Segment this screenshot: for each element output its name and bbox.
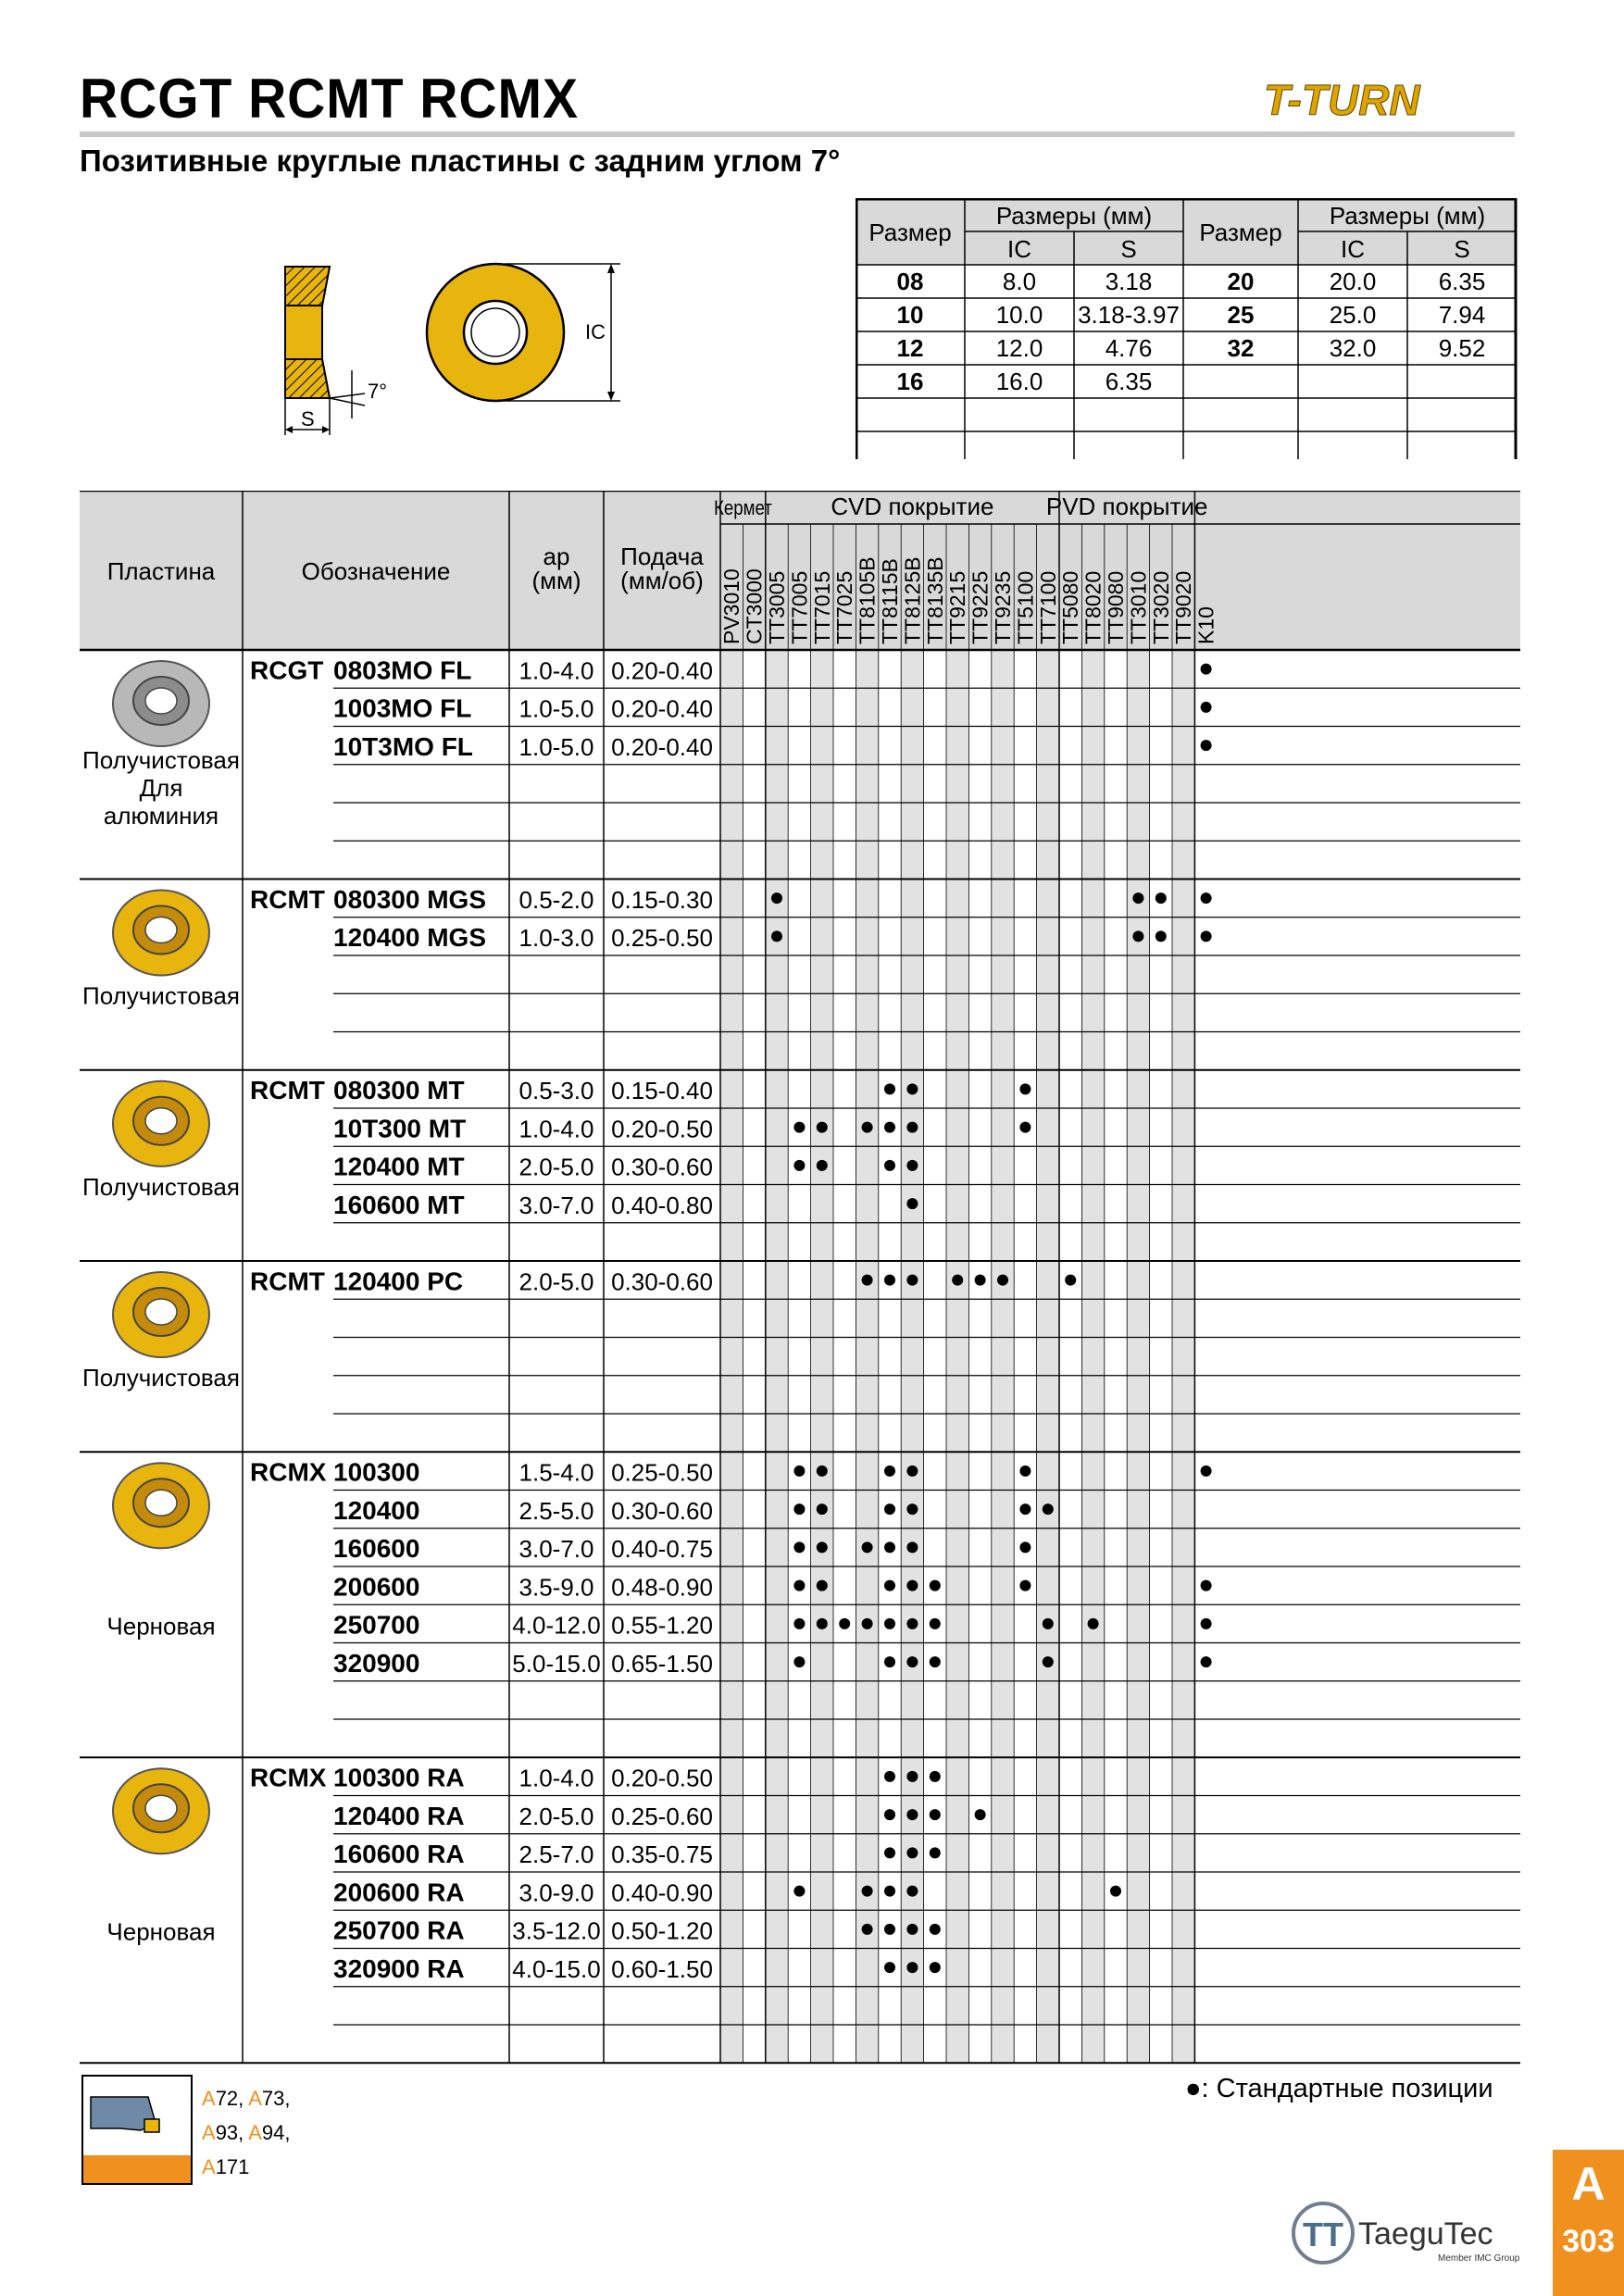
designation-code: 200600 RA: [333, 1878, 465, 1907]
ap-value: 3.5-12.0: [512, 1916, 601, 1945]
insert-photo: [113, 891, 209, 976]
designation-code: 160600: [333, 1534, 420, 1563]
availability-dot: [884, 1541, 895, 1553]
col-header-feed: Подача: [620, 543, 704, 570]
feed-value: 0.40-0.80: [611, 1191, 713, 1219]
availability-dot: [793, 1122, 805, 1133]
ap-value: 0.5-2.0: [518, 885, 594, 914]
availability-dot: [930, 1809, 941, 1820]
availability-dot: [817, 1160, 828, 1171]
grade-header: TT9020: [1171, 570, 1196, 644]
grade-header: TT3020: [1148, 570, 1173, 644]
designation-code: 120400 RA: [333, 1801, 465, 1830]
feed-value: 0.25-0.50: [611, 924, 713, 952]
insert-drawing: [269, 250, 648, 454]
page-title: RCGT RCMT RCMX: [80, 68, 579, 130]
availability-dot: [930, 1771, 941, 1782]
availability-dot: [1110, 1886, 1121, 1897]
size-value: 4.76: [1105, 334, 1153, 362]
size-code: 25: [1227, 301, 1255, 329]
availability-dot: [975, 1809, 986, 1820]
designation-code: 100300: [333, 1457, 420, 1487]
availability-dot: [1201, 1656, 1212, 1667]
feed-value: 0.35-0.75: [611, 1841, 713, 1868]
feed-value: 0.40-0.90: [611, 1878, 713, 1907]
availability-dot: [1088, 1618, 1099, 1629]
availability-dot: [793, 1466, 805, 1477]
col-header-ap: ap: [543, 543, 570, 570]
size-code: 08: [896, 268, 924, 295]
size-value: 7.94: [1438, 301, 1486, 329]
availability-dot: [997, 1275, 1008, 1286]
legend-text: : Стандартные позиции: [1201, 2074, 1493, 2103]
availability-dot: [1019, 1083, 1031, 1094]
designation-prefix: RCMT: [250, 884, 325, 914]
designation-code: 10T3MO FL: [333, 731, 473, 761]
designation-code: 120400 MT: [333, 1152, 465, 1181]
designation-code: 080300 MT: [333, 1076, 465, 1104]
availability-dot: [884, 1466, 895, 1477]
grade-header: TT8115B: [878, 558, 902, 644]
grade-header: TT9235: [991, 570, 1015, 644]
dims-header: Размеры (мм): [1329, 202, 1486, 230]
availability-dot: [1043, 1504, 1054, 1515]
availability-dot: [930, 1580, 941, 1591]
designation-code: 120400: [333, 1495, 420, 1525]
availability-dot: [793, 1656, 805, 1667]
feed-value: 0.20-0.40: [611, 656, 713, 685]
grade-header: TT3005: [765, 570, 789, 644]
availability-dot: [906, 1771, 918, 1782]
availability-dot: [793, 1160, 805, 1171]
designation-code: 10T300 MT: [333, 1114, 467, 1143]
availability-dot: [771, 930, 782, 942]
feed-value: 0.50-1.20: [611, 1916, 713, 1945]
availability-dot: [884, 1809, 895, 1820]
size-value: 9.52: [1438, 334, 1486, 362]
grade-stripe: [992, 650, 1014, 2063]
availability-dot: [1201, 892, 1212, 904]
availability-dot: [1132, 892, 1143, 904]
feed-value: 0.25-0.50: [611, 1458, 713, 1487]
availability-dot: [862, 1541, 873, 1553]
feed-value: 0.60-1.50: [611, 1954, 713, 1983]
ap-value: 4.0-15.0: [512, 1954, 601, 1983]
availability-dot: [793, 1504, 805, 1515]
dims-header: Размеры (мм): [995, 202, 1153, 230]
designation-code: 250700 RA: [333, 1915, 465, 1945]
grade-table: [80, 491, 1520, 2070]
size-value: 32.0: [1329, 334, 1377, 362]
availability-dot: [1019, 1122, 1031, 1133]
insert-photo: [113, 661, 209, 746]
availability-dot: [1019, 1466, 1031, 1477]
grade-header: TT8020: [1081, 570, 1106, 644]
designation-code: 120400 PC: [333, 1267, 464, 1296]
availability-dot: [906, 1541, 918, 1553]
col-header-ap: (мм): [531, 567, 581, 594]
brand-name: TaeguTec: [1358, 2216, 1493, 2252]
availability-dot: [862, 1275, 873, 1286]
availability-dot: [817, 1122, 828, 1133]
brand-tagline: Member IMC Group: [1438, 2253, 1520, 2264]
availability-dot: [884, 1771, 895, 1782]
toolholder-icon: [83, 2077, 191, 2183]
section-letter: A: [1571, 2158, 1605, 2210]
grade-header: TT8125B: [900, 556, 925, 644]
size-value: 20.0: [1329, 268, 1377, 295]
grade-header: TT7025: [832, 570, 857, 644]
grade-header: TT3010: [1126, 570, 1151, 644]
grade-header: PV3010: [719, 568, 744, 644]
availability-dot: [930, 1618, 941, 1629]
grade-stripe: [1172, 650, 1194, 2063]
size-code: 12: [896, 334, 924, 362]
col-header-designation: Обозначение: [301, 557, 451, 585]
grade-header: TT8135B: [922, 556, 947, 644]
availability-dot: [862, 1924, 873, 1935]
availability-dot: [793, 1886, 805, 1897]
s-header: S: [1120, 235, 1137, 263]
ap-value: 2.0-5.0: [518, 1802, 594, 1830]
availability-dot: [1065, 1275, 1076, 1286]
grade-stripe: [811, 650, 833, 2063]
grade-stripe: [946, 650, 968, 2063]
size-value: 10.0: [995, 301, 1043, 329]
application-label: Получистовая: [82, 1172, 240, 1201]
svg-text:TT: TT: [1303, 2215, 1343, 2253]
availability-dot: [1019, 1504, 1031, 1515]
designation-prefix: RCMX: [250, 1457, 327, 1487]
size-code: 32: [1227, 334, 1255, 362]
ap-value: 2.0-5.0: [518, 1153, 594, 1181]
group-header-cvd: CVD покрытие: [831, 493, 994, 520]
availability-dot: [1201, 1580, 1212, 1591]
feed-value: 0.40-0.75: [611, 1535, 713, 1563]
size-value: 3.18-3.97: [1078, 301, 1180, 329]
ap-value: 3.5-9.0: [518, 1573, 594, 1602]
feed-value: 0.15-0.40: [611, 1077, 713, 1104]
feed-value: 0.30-0.60: [611, 1267, 713, 1296]
s-header: S: [1454, 235, 1470, 263]
grade-header: TT5100: [1013, 570, 1038, 644]
feed-value: 0.15-0.30: [611, 885, 713, 914]
availability-dot: [793, 1618, 805, 1629]
feed-value: 0.30-0.60: [611, 1496, 713, 1525]
availability-dot: [771, 892, 782, 904]
application-label: Получистовая: [82, 981, 240, 1010]
grade-header: TT5080: [1058, 570, 1083, 644]
designation-prefix: RCGT: [250, 655, 324, 685]
grade-stripe: [766, 650, 788, 2063]
size-code: 16: [896, 368, 924, 395]
availability-dot: [884, 1160, 895, 1171]
availability-dot: [906, 1122, 918, 1133]
label-s: S: [301, 407, 315, 430]
page-ref-line: A171: [202, 2155, 250, 2178]
availability-dot: [862, 1122, 873, 1133]
label-ic: IC: [585, 320, 606, 343]
ap-value: 1.0-4.0: [518, 656, 594, 685]
availability-dot: [884, 1275, 895, 1286]
availability-dot: [884, 1618, 895, 1629]
availability-dot: [906, 1924, 918, 1935]
page-number: 303: [1562, 2224, 1615, 2259]
availability-dot: [884, 1924, 895, 1935]
availability-dot: [952, 1275, 963, 1286]
legend: [1185, 2074, 1493, 2104]
size-header: Размер: [868, 218, 952, 246]
availability-dot: [1201, 1466, 1212, 1477]
designation-code: 200600: [333, 1572, 420, 1602]
designation-code: 120400 MGS: [333, 923, 486, 952]
availability-dot: [1156, 930, 1167, 942]
availability-dot: [817, 1466, 828, 1477]
size-code: 20: [1227, 268, 1255, 295]
grade-header: TT9225: [968, 570, 993, 644]
grade-stripe: [720, 650, 743, 2063]
ap-value: 1.5-4.0: [518, 1458, 594, 1487]
availability-dot: [930, 1924, 941, 1935]
application-label: Получистовая: [82, 1364, 240, 1392]
page-references[interactable]: [202, 2081, 290, 2184]
designation-code: 160600 MT: [333, 1190, 465, 1219]
insert-photo: [113, 1463, 209, 1548]
designation-code: 320900: [333, 1648, 420, 1678]
availability-dot: [1019, 1541, 1031, 1553]
availability-dot: [906, 1198, 918, 1209]
application-label: алюминия: [103, 802, 219, 830]
insert-photo: [113, 1081, 209, 1167]
availability-dot: [930, 1847, 941, 1858]
insert-photo: [113, 1768, 209, 1853]
ap-value: 4.0-12.0: [512, 1611, 601, 1640]
ap-value: 1.0-4.0: [518, 1764, 594, 1792]
col-header-feed: (мм/об): [620, 567, 704, 594]
availability-dot: [1043, 1618, 1054, 1629]
availability-dot: [884, 1083, 895, 1094]
grade-header: TT8105B: [855, 556, 880, 644]
availability-dot: [884, 1580, 895, 1591]
availability-dot: [817, 1580, 828, 1591]
availability-dot: [1156, 892, 1167, 904]
designation-prefix: RCMT: [250, 1076, 325, 1104]
ap-value: 1.0-4.0: [518, 1115, 594, 1143]
feed-value: 0.65-1.50: [611, 1649, 713, 1678]
grade-header: TT9215: [945, 570, 970, 644]
group-header-pvd: PVD покрытие: [1045, 493, 1208, 520]
application-label: Черновая: [106, 1612, 216, 1641]
availability-dot: [906, 1656, 918, 1667]
availability-dot: [884, 1656, 895, 1667]
availability-dot: [906, 1886, 918, 1897]
page-subtitle: Позитивные круглые пластины с задним углом 7°: [80, 144, 841, 178]
title-rule: [80, 131, 1515, 137]
col-header-insert: Пластина: [106, 557, 216, 585]
ap-value: 2.5-7.0: [518, 1841, 594, 1868]
designation-code: 1003MO FL: [333, 693, 472, 723]
availability-dot: [1201, 740, 1212, 751]
ap-value: 5.0-15.0: [512, 1649, 601, 1678]
ap-value: 0.5-3.0: [518, 1077, 594, 1104]
availability-dot: [906, 1847, 918, 1858]
ap-value: 3.0-7.0: [518, 1191, 594, 1219]
availability-dot: [906, 1083, 918, 1094]
size-value: 6.35: [1438, 268, 1486, 295]
availability-dot: [906, 1618, 918, 1629]
availability-dot: [884, 1504, 895, 1515]
group-header-cermet: Кермет: [713, 497, 772, 520]
feed-value: 0.20-0.50: [611, 1764, 713, 1792]
feed-value: 0.20-0.50: [611, 1115, 713, 1143]
availability-dot: [1019, 1580, 1031, 1591]
grade-stripe: [1037, 650, 1059, 2063]
grade-stripe: [856, 650, 878, 2063]
grade-header: TT7005: [787, 570, 812, 644]
availability-dot: [884, 1962, 895, 1973]
feed-value: 0.20-0.40: [611, 694, 713, 723]
size-value: 3.18: [1105, 268, 1153, 295]
page-ref-line: A72, A73,: [202, 2087, 291, 2110]
ap-value: 2.5-5.0: [518, 1496, 594, 1525]
grade-header: CT3000: [742, 568, 767, 644]
feed-value: 0.30-0.60: [611, 1153, 713, 1181]
availability-dot: [817, 1618, 828, 1629]
size-value: 8.0: [1002, 268, 1037, 295]
designation-code: 160600 RA: [333, 1840, 465, 1868]
availability-dot: [906, 1504, 918, 1515]
availability-dot: [906, 1160, 918, 1171]
size-value: 12.0: [995, 334, 1043, 362]
insert-photo: [113, 1272, 209, 1357]
designation-code: 100300 RA: [333, 1763, 465, 1792]
insert-side-view: [285, 267, 365, 435]
application-label: Черновая: [106, 1917, 216, 1946]
page-ref-line: A93, A94,: [202, 2121, 291, 2144]
t-turn-logo: [1264, 70, 1523, 126]
ap-value: 2.0-5.0: [518, 1267, 594, 1296]
availability-dot: [862, 1618, 873, 1629]
ap-value: 1.0-3.0: [518, 924, 594, 952]
grade-header: TT7015: [809, 570, 834, 644]
designation-code: 250700: [333, 1610, 420, 1640]
size-value: 16.0: [995, 368, 1043, 395]
availability-dot: [862, 1886, 873, 1897]
size-table: [856, 198, 1518, 459]
section-tab[interactable]: [1553, 2150, 1624, 2296]
feed-value: 0.48-0.90: [611, 1573, 713, 1602]
t-turn-logo-text: T-TURN: [1264, 76, 1420, 124]
availability-dot: [1201, 1618, 1212, 1629]
ap-value: 3.0-7.0: [518, 1535, 594, 1563]
feed-value: 0.25-0.60: [611, 1802, 713, 1830]
grade-stripe: [1127, 650, 1149, 2063]
availability-dot: [1201, 664, 1212, 675]
availability-dot: [884, 1122, 895, 1133]
ap-value: 1.0-5.0: [518, 732, 594, 761]
availability-dot: [975, 1275, 986, 1286]
designation-prefix: RCMT: [250, 1267, 325, 1296]
availability-dot: [1201, 930, 1212, 942]
label-angle: 7°: [368, 380, 388, 403]
availability-dot: [884, 1847, 895, 1858]
availability-dot: [793, 1541, 805, 1553]
availability-dot: [1201, 702, 1212, 713]
availability-dot: [906, 1809, 918, 1820]
application-label: Получистовая: [82, 746, 240, 774]
grade-header: K10: [1193, 606, 1218, 644]
availability-dot: [930, 1962, 941, 1973]
size-value: 6.35: [1105, 368, 1153, 395]
size-value: 25.0: [1329, 301, 1377, 329]
ic-header: IC: [1341, 235, 1365, 263]
feed-value: 0.20-0.40: [611, 732, 713, 761]
grade-header: TT9080: [1104, 570, 1128, 644]
availability-dot: [793, 1580, 805, 1591]
size-code: 10: [896, 301, 924, 329]
designation-code: 320900 RA: [333, 1953, 465, 1983]
availability-dot: [906, 1580, 918, 1591]
grade-stripe: [1081, 650, 1104, 2063]
availability-dot: [906, 1962, 918, 1973]
feed-value: 0.55-1.20: [611, 1611, 713, 1640]
availability-dot: [906, 1466, 918, 1477]
grade-header: TT7100: [1035, 570, 1060, 644]
designation-code: 0803MO FL: [333, 655, 472, 685]
ap-value: 1.0-5.0: [518, 694, 594, 723]
availability-dot: [884, 1886, 895, 1897]
availability-dot: [930, 1656, 941, 1667]
taegutec-logo: [1290, 2194, 1530, 2268]
availability-dot: [817, 1541, 828, 1553]
reference-thumbnail[interactable]: [81, 2075, 193, 2185]
ic-header: IC: [1007, 235, 1031, 263]
availability-dot: [839, 1618, 850, 1629]
application-label: Для: [139, 774, 183, 802]
availability-dot: [1132, 930, 1143, 942]
designation-prefix: RCMX: [250, 1763, 327, 1792]
availability-dot: [1043, 1656, 1054, 1667]
ap-value: 3.0-9.0: [518, 1878, 594, 1907]
availability-dot: [906, 1275, 918, 1286]
designation-code: 080300 MGS: [333, 884, 486, 914]
availability-dot: [817, 1504, 828, 1515]
size-header: Размер: [1199, 218, 1282, 246]
legend-dot-icon: ●: [1185, 2074, 1202, 2103]
